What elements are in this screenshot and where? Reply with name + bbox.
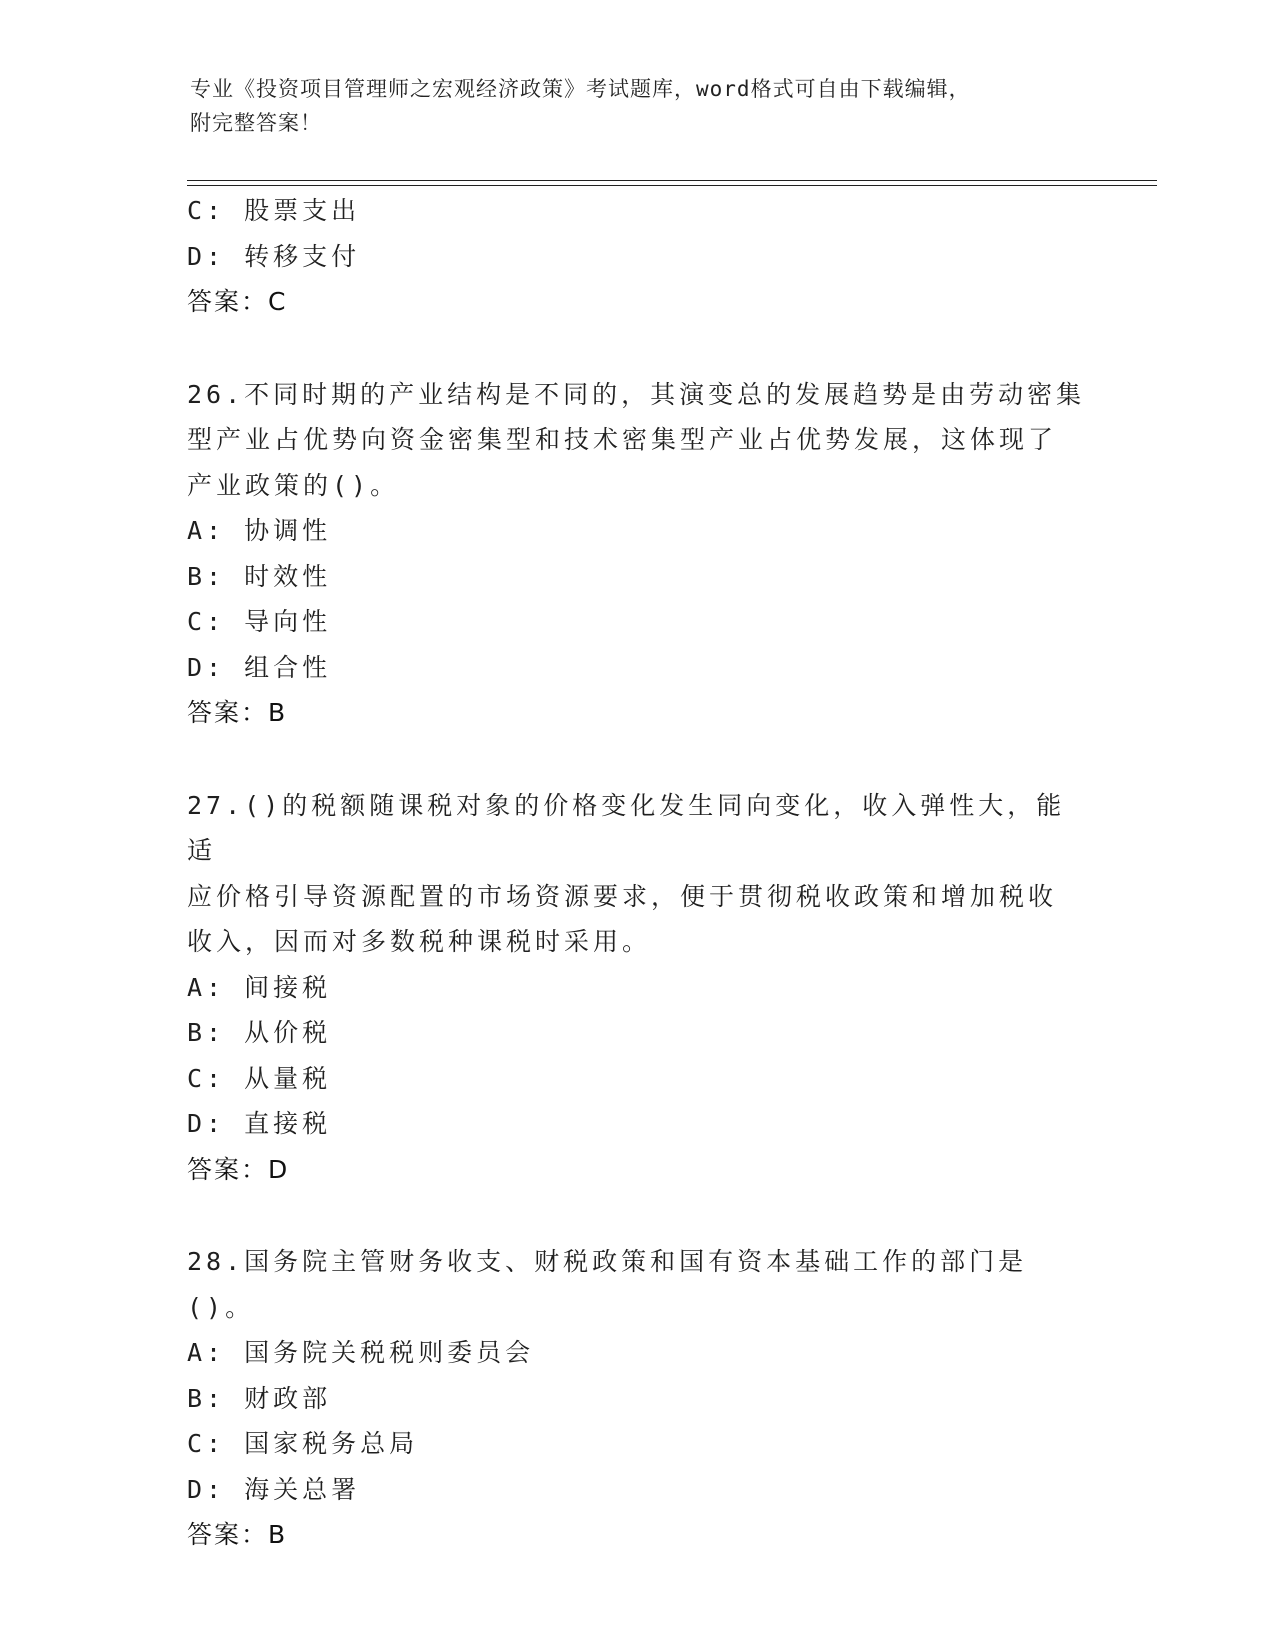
option-a: A: 协调性 xyxy=(187,516,332,545)
partial-question xyxy=(187,188,1087,325)
answer-line: 答案：B xyxy=(187,698,288,727)
question-stem xyxy=(187,783,1087,965)
stem-line: 26.不同时期的产业结构是不同的，其演变总的发展趋势是由劳动密集 xyxy=(187,379,1086,409)
option-c: C: 从量税 xyxy=(187,1063,332,1093)
option-b: B: 从价税 xyxy=(187,1018,332,1047)
header-line-1: 专业《投资项目管理师之宏观经济政策》考试题库，word格式可自由下载编辑， xyxy=(190,77,971,101)
option-d: D: 组合性 xyxy=(187,652,332,682)
header-divider xyxy=(187,180,1157,186)
stem-line: 27.()的税额随课税对象的价格变化发生同向变化，收入弹性大，能适 xyxy=(187,790,1066,865)
option-c: C: 导向性 xyxy=(187,607,332,636)
question-list xyxy=(187,188,1087,1558)
option-c: C: 股票支出 xyxy=(187,196,361,225)
option-d: D: 转移支付 xyxy=(187,241,361,271)
option-d: D: 海关总署 xyxy=(187,1474,361,1504)
option-d: D: 直接税 xyxy=(187,1109,332,1138)
header-line-2: 附完整答案！ xyxy=(190,111,322,135)
answer-line: 答案：C xyxy=(187,287,288,316)
question-stem xyxy=(187,372,1087,509)
answer-line: 答案：B xyxy=(187,1520,288,1549)
option-a: A: 间接税 xyxy=(187,972,332,1002)
question-stem xyxy=(187,1239,1087,1330)
option-b: B: 财政部 xyxy=(187,1383,332,1413)
answer-line: 答案：D xyxy=(187,1154,290,1184)
option-b: B: 时效性 xyxy=(187,561,332,591)
stem-line: 收入，因而对多数税种课税时采用。 xyxy=(187,927,652,956)
option-c: C: 国家税务总局 xyxy=(187,1429,419,1458)
stem-line: 28.国务院主管财务收支、财税政策和国有资本基础工作的部门是()。 xyxy=(187,1247,1028,1322)
question-28 xyxy=(187,1239,1087,1558)
stem-line: 应价格引导资源配置的市场资源要求，便于贯彻税收政策和增加税收 xyxy=(187,881,1058,911)
stem-line: 型产业占优势向资金密集型和技术密集型产业占优势发展，这体现了 xyxy=(187,425,1058,454)
option-a: A: 国务院关税税则委员会 xyxy=(187,1338,535,1367)
page-header xyxy=(190,72,1090,140)
question-26 xyxy=(187,372,1087,736)
stem-line: 产业政策的()。 xyxy=(187,470,400,500)
question-27 xyxy=(187,783,1087,1193)
